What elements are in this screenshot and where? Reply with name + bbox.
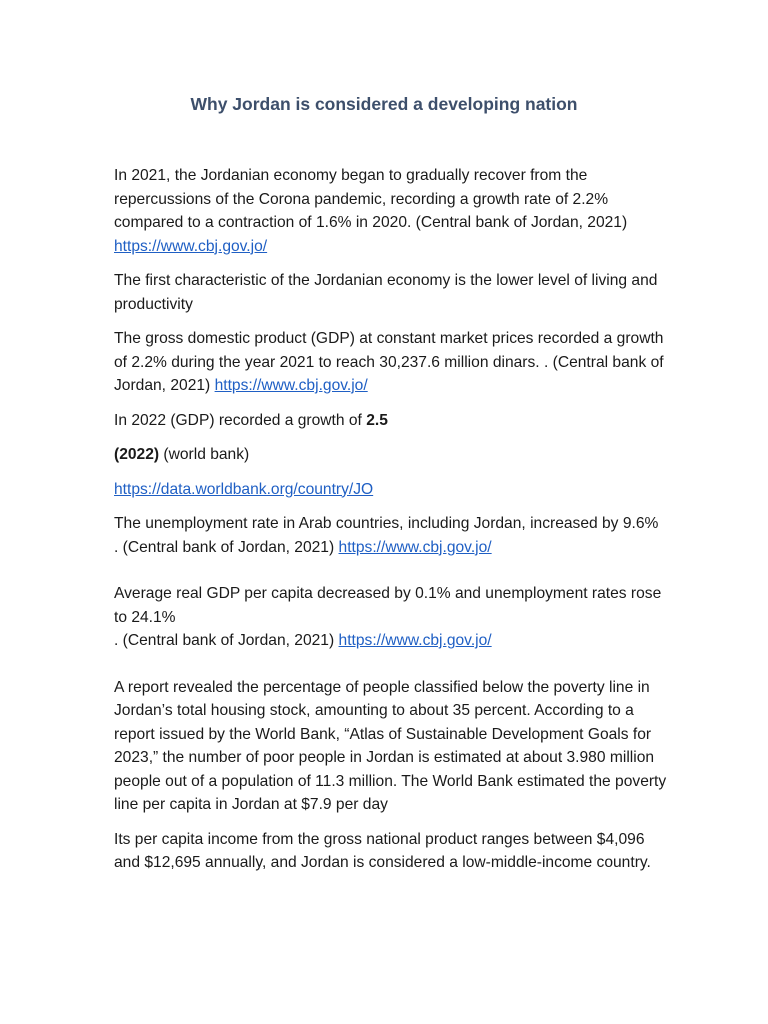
paragraph-gdp: [114, 327, 674, 398]
paragraph-characteristic: [114, 269, 674, 316]
source-text: (world bank): [163, 446, 250, 463]
growth-value: 2.5: [366, 411, 388, 429]
paragraph-recovery: [114, 164, 674, 258]
document-body: [114, 164, 674, 886]
citation-text: . (Central bank of Jordan, 2021): [114, 538, 335, 556]
worldbank-link[interactable]: https://data.worldbank.org/country/JO: [114, 480, 374, 498]
paragraph-gdp-2022: [114, 409, 674, 433]
paragraph-year-source: [114, 443, 674, 467]
paragraph-worldbank-link: [114, 478, 674, 502]
paragraph-text: The unemployment rate in Arab countries, including Jordan, increased by 9.6%: [114, 515, 659, 532]
cbj-link[interactable]: https://www.cbj.gov.jo/: [338, 538, 492, 556]
paragraph-unemployment: [114, 512, 674, 559]
cbj-link[interactable]: https://www.cbj.gov.jo/: [338, 632, 492, 649]
paragraph-text: In 2022 (GDP) recorded a growth of: [114, 411, 362, 429]
paragraph-text: The gross domestic product (GDP) at constant market prices recorded a growth of 2.2% during the year 2021 to reach 30,237.6 million dinars. . (Central bank of Jordan, 2021): [114, 330, 664, 394]
cbj-link[interactable]: https://www.cbj.gov.jo/: [114, 237, 268, 255]
paragraph-income: [114, 828, 674, 875]
paragraph-text: Its per capita income from the gross national product ranges between $4,096 and $12,695 annually, and Jordan is considered a low-middle-income country.: [114, 830, 651, 871]
year-label: (2022): [114, 446, 160, 463]
paragraph-poverty: [114, 676, 674, 817]
paragraph-text: In 2021, the Jordanian economy began to gradually recover from the repercussions of the Corona pandemic, recording a growth rate of 2.2% compared to a contraction of 1.6% in 2020. (Central bank of Jordan, 2021): [114, 167, 628, 231]
paragraph-text: A report revealed the percentage of people classified below the poverty line in Jordan’s total housing stock, amounting to about 35 percent. According to a report issued by the World Bank, “Atlas of Sustainable Development Goals for 2023,” the number of poor people in Jordan is estimated at about 3.980 million people out of a population of 11.3 million. The World Bank estimated the poverty line per capita in Jordan at $7.9 per day: [114, 678, 667, 813]
paragraph-text: Average real GDP per capita decreased by 0.1% and unemployment rates rose to 24.1%: [114, 585, 662, 626]
cbj-link[interactable]: https://www.cbj.gov.jo/: [214, 377, 368, 394]
page-title: Why Jordan is considered a developing nation: [190, 94, 578, 114]
paragraph-gdp-per-capita: [114, 582, 674, 653]
citation-text: . (Central bank of Jordan, 2021): [114, 632, 335, 649]
paragraph-text: The first characteristic of the Jordanian economy is the lower level of living and productivity: [114, 272, 658, 313]
